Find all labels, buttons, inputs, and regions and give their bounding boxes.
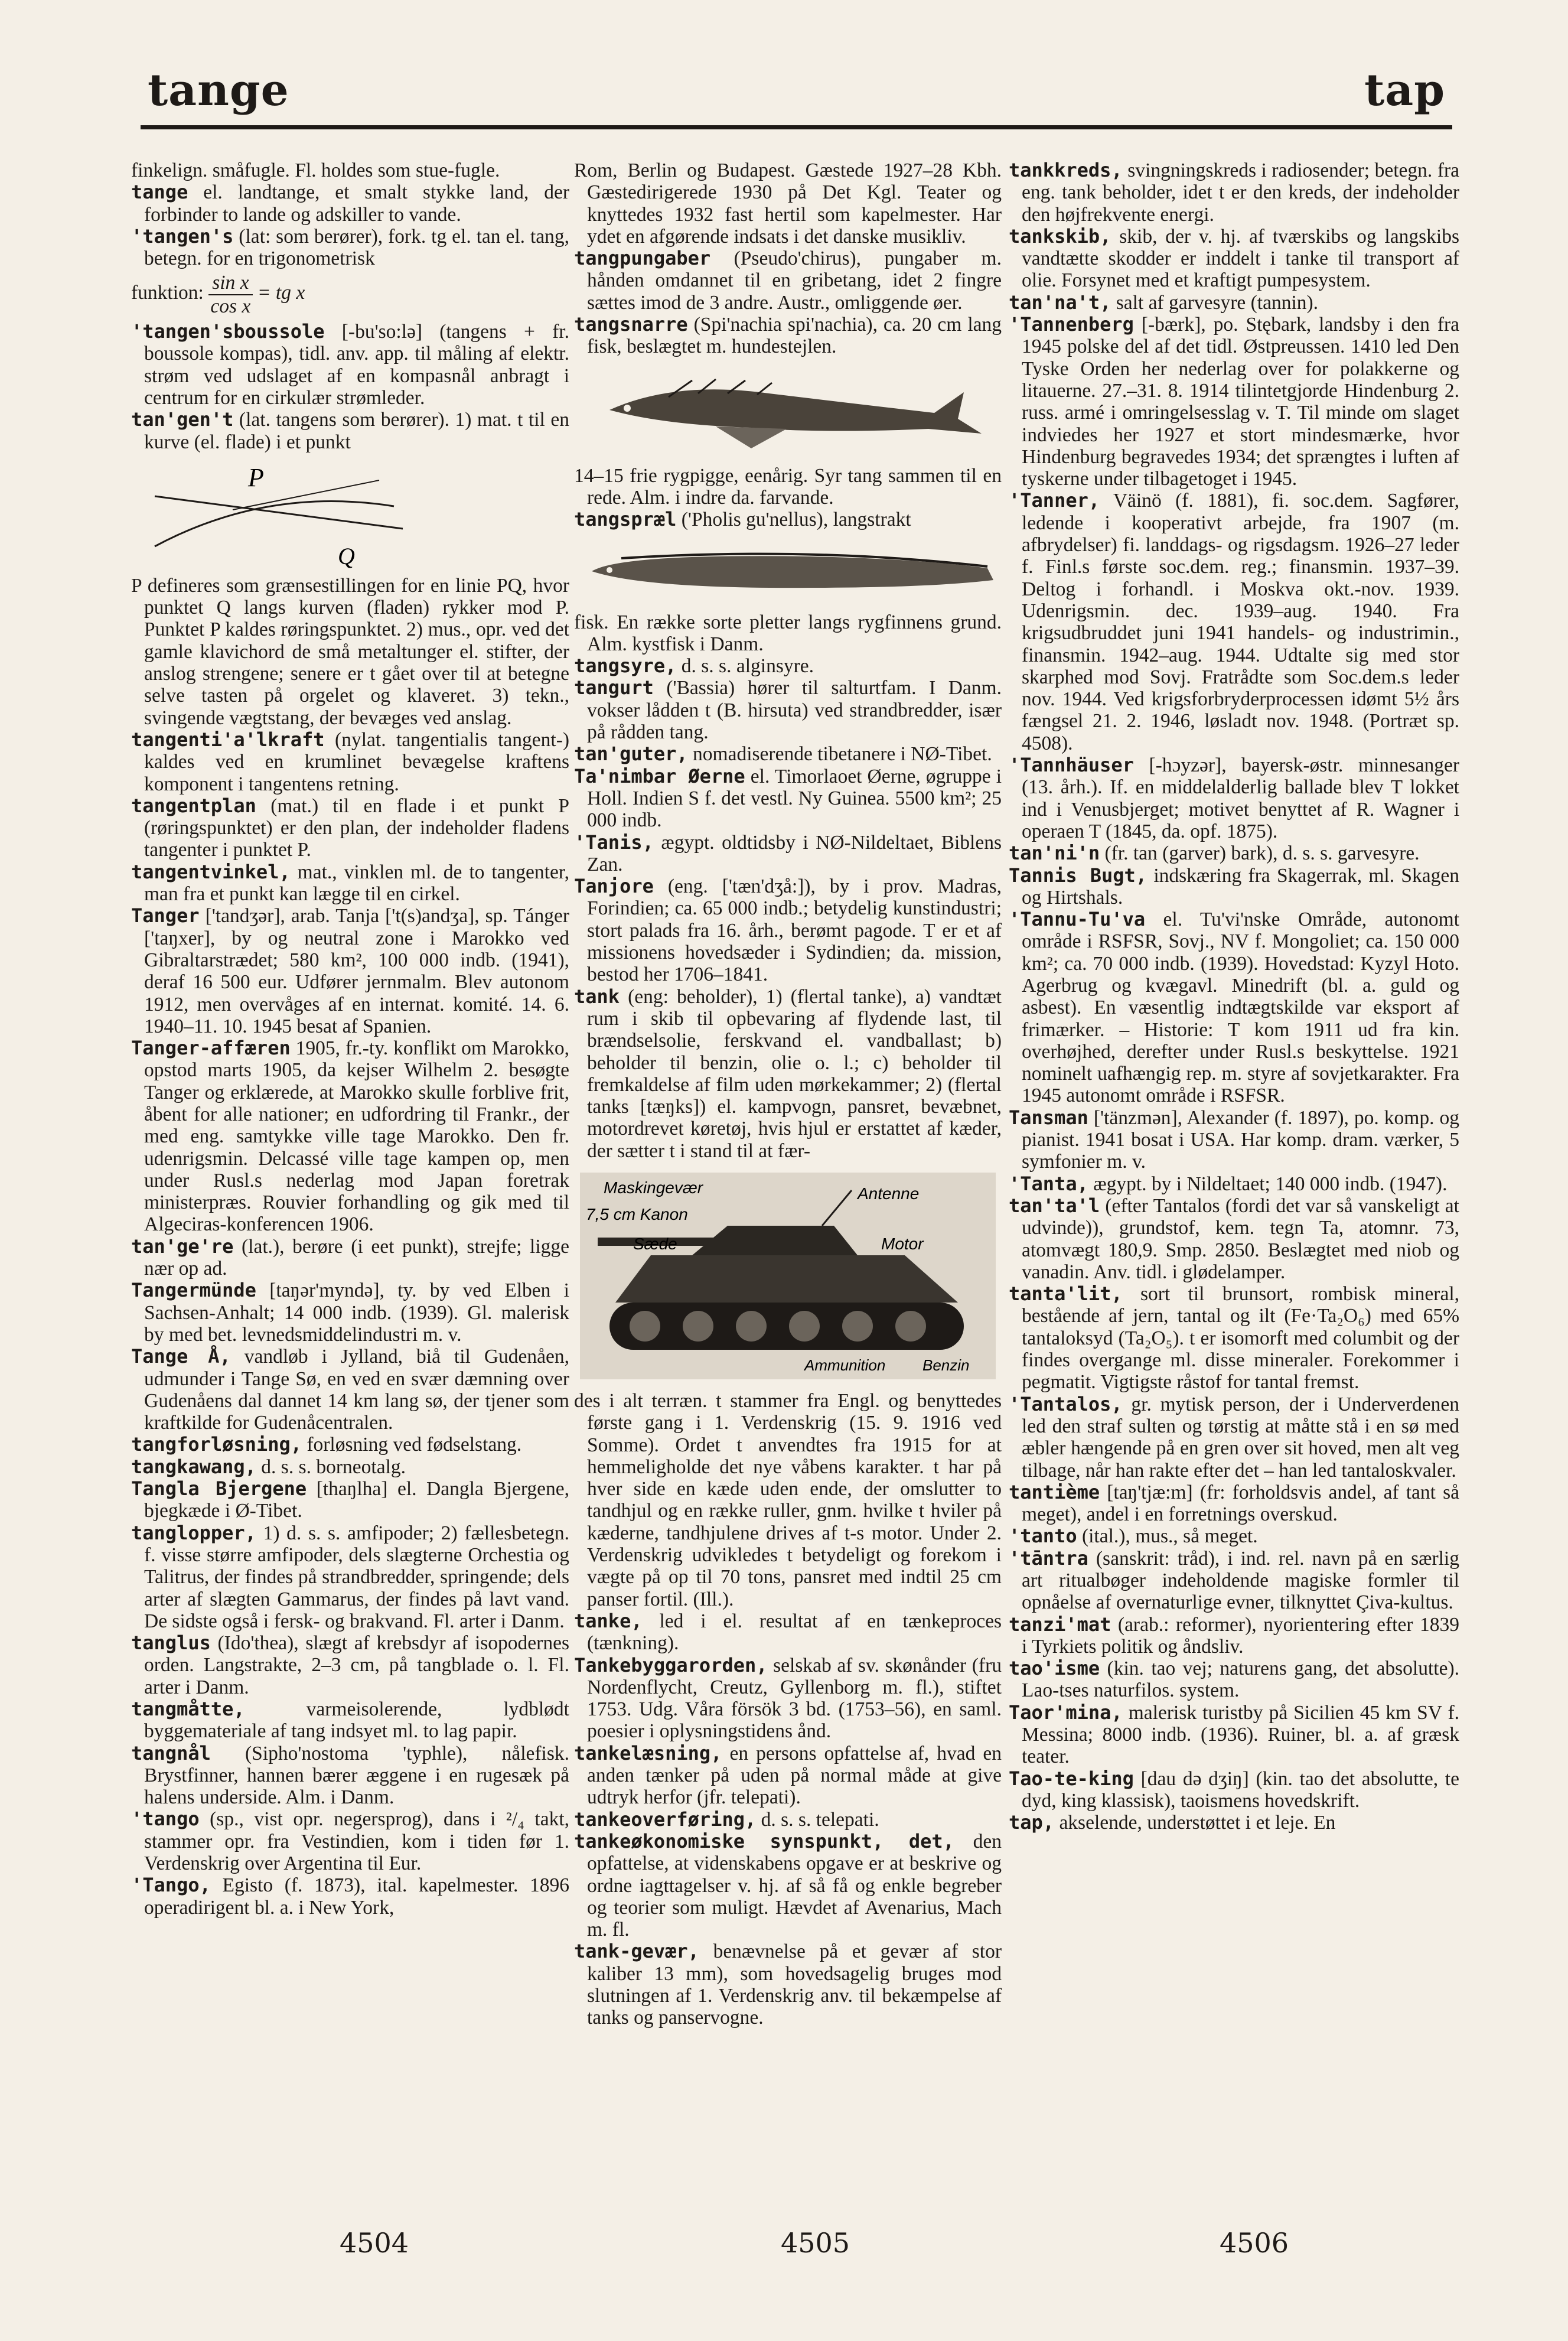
dictionary-entry xyxy=(1009,1525,1459,1547)
entry-text: ['tandʒər], arab. Tanja ['t(s)andʒa], sp. Tánger ['taŋxer], by og neutral zone i Marokko ved Gibraltarstrædet; 580 km², 100 000 indb. (1941), deraf 16 500 eur. Udfører jernmalm. Blev autonom 1912, men overvåges af en internat. komité. 14. 6. 1940–11. 10. 1945 besat af Spanien. xyxy=(144,905,569,1037)
dictionary-entry xyxy=(131,1037,569,1236)
entry-headword: 'Tanta, xyxy=(1009,1172,1088,1195)
formula-label: funktion: xyxy=(131,282,204,304)
entry-headword: tap, xyxy=(1009,1811,1055,1834)
dictionary-entry xyxy=(574,314,1002,358)
label-saede: Sæde xyxy=(633,1234,677,1253)
dictionary-entry xyxy=(131,321,569,409)
dictionary-entry xyxy=(1009,1393,1459,1482)
folio-middle: 4505 xyxy=(781,2227,850,2259)
label-benzin: Benzin xyxy=(922,1356,970,1374)
column-2 xyxy=(574,159,1002,2029)
entry-headword: Tangermünde xyxy=(131,1279,256,1302)
entry-headword: Tange Å, xyxy=(131,1345,231,1368)
dictionary-entry xyxy=(1009,754,1459,842)
entry-headword: tangmåtte, xyxy=(131,1698,245,1720)
entry-text: (Spi'nachia spi'nachia), ca. 20 cm lang fisk, beslægtet m. hundestejlen. xyxy=(587,314,1002,358)
dictionary-entry xyxy=(1009,1283,1459,1393)
dictionary-entry xyxy=(1009,490,1459,754)
trig-formula xyxy=(131,272,569,317)
entry-text: fisk. En række sorte pletter langs rygfinnens grund. Alm. kystfisk i Danm. xyxy=(574,611,1002,655)
entry-headword: Tangla Bjergene xyxy=(131,1477,307,1500)
tangsprael-fish-illustration xyxy=(574,536,1002,607)
entry-text: skib, der v. hj. af tværskibs og langskibs vandtætte skodder er inddelt i tanke til transport af olie. Forsynet med et kraftigt pumpesystem. xyxy=(1022,225,1459,292)
entry-text: 1905, fr.-ty. konflikt om Marokko, opstod marts 1905, da kejser Wilhelm 2. besøgte Tanger og erklærede, at Marokko skulle forblive frit, åbent for alle nationer; en udfordring til Frankr., der med eng. samtykke ville tage Marokko. Den fr. udenrigsmin. Delcassé ville tage kampen op, men under Rusl.s nederlag mod Japan foretrak ministerpræs. Rouvier forhandling og gik med til Algeciras-konferencen 1906. xyxy=(144,1037,569,1236)
dictionary-entry xyxy=(574,159,1002,248)
entry-headword: tan'ni'n xyxy=(1009,842,1100,865)
formula-rhs: = tg x xyxy=(257,282,305,304)
entry-text: (Sipho'nostoma 'typhle), nålefisk. Brystfinner, hannen bærer æggene i en rugesæk på halens underside. Alm. i Danm. xyxy=(144,1742,569,1809)
entry-text: (lat. tangens som berører). 1) mat. t til en kurve (el. flade) i et punkt xyxy=(144,409,569,453)
entry-headword: tantième xyxy=(1009,1480,1100,1503)
entry-text: gr. mytisk person, der i Underverdenen led den straf sulten og tørstig at måtte stå i en sø med æbler hængende på en gren over sit hoved, men alt veg tilbage, når han rakte efter det – han led tantaloskvaler. xyxy=(1022,1393,1459,1482)
col1-group-c xyxy=(131,575,569,1919)
entry-headword: Tankebyggarorden, xyxy=(574,1653,768,1676)
road-wheel xyxy=(683,1311,713,1342)
entry-text: indskæring fra Skagerrak, ml. Skagen og Hirtshals. xyxy=(1022,864,1459,909)
entry-text: (Ido'thea), slægt af krebsdyr af isopodernes orden. Langstrakte, 2–3 cm, på tangblade o. l. Fl. arter i Danm. xyxy=(144,1632,569,1698)
entry-text: benævnelse på et gevær af stor kaliber 13 mm), som hovedsagelig bruges mod slutningen af 1. Verdenskrig anv. til bekæmpelse af tanks og panservogne. xyxy=(587,1940,1002,2029)
entry-headword: 'tāntra xyxy=(1009,1546,1088,1570)
dictionary-entry xyxy=(574,1940,1002,2029)
road-wheel xyxy=(736,1311,767,1342)
entry-headword: tangentplan xyxy=(131,794,256,817)
entry-headword: tan'gen't xyxy=(131,408,234,431)
dictionary-entry xyxy=(574,611,1002,656)
dictionary-entry xyxy=(1009,1107,1459,1173)
entry-text: [taŋ'tjæ:m] (fr: forholdsvis andel, af tant så meget), andel i en forretnings overskud. xyxy=(1022,1481,1459,1526)
entry-text: malerisk turistby på Sicilien 45 km SV f. Messina; 8000 indb. (1936). Ruiner, bl. a. af græsk teater. xyxy=(1022,1701,1459,1768)
dictionary-entry xyxy=(1009,1614,1459,1658)
entry-headword: 'Tannu-Tu'va xyxy=(1009,908,1146,931)
entry-text: (arab.: reformer), nyorientering efter 1839 i Tyrkiets politik og åndsliv. xyxy=(1022,1613,1459,1658)
dictionary-entry xyxy=(131,409,569,453)
entry-text: (fr. tan (garver) bark), d. s. s. garvesyre. xyxy=(1100,842,1420,865)
entry-text: 14–15 frie rygpigge, eenårig. Syr tang sammen til en rede. Alm. i indre da. farvande. xyxy=(574,464,1002,509)
tangsnarre-fish-illustration xyxy=(574,363,1002,460)
dictionary-entry xyxy=(1009,865,1459,909)
entry-text: en persons opfattelse af, hvad en anden tænker på uden på normal måde at give udtryk herfor (jfr. telepati). xyxy=(587,1742,1002,1809)
entry-text: 1) d. s. s. amfipoder; 2) fællesbetegn. f. visse større amfipoder, dels slægterne Orchestia og Talitrus, der findes på strandbredder, springende; dels arter af slægten Gammarus, der findes på lavt vand. De sidste også i fersk- og brakvand. Fl. arter i Danm. xyxy=(144,1522,569,1632)
entry-text: ægypt. by i Nildeltaet; 140 000 indb. (1947). xyxy=(1088,1173,1448,1195)
entry-headword: tangkawang, xyxy=(131,1455,256,1478)
fish-body xyxy=(609,389,982,434)
dictionary-entry xyxy=(574,1390,1002,1610)
dictionary-entry xyxy=(131,1236,569,1280)
road-wheel xyxy=(630,1311,660,1342)
entry-headword: tankskib, xyxy=(1009,224,1111,248)
entry-headword: Tannis Bugt, xyxy=(1009,864,1148,887)
running-head-left: tange xyxy=(148,65,289,116)
entry-text: P defineres som grænsestillingen for en linie PQ, hvor punktet Q langs kurven (fladen) rykker mod P. Punktet P kaldes røringspunktet. 2) mus., opr. ved det gamle klavichord de små metaltunger el. stifter, der anslog strengene; senere er t gået over til at betegne selve tasten på orgelet og klaveret. 3) tekn., svingende vægtstang, der bevæges ved anslag. xyxy=(131,574,569,729)
road-wheel xyxy=(895,1311,926,1342)
road-wheel xyxy=(842,1311,873,1342)
eel-eye xyxy=(607,567,612,573)
dictionary-entry xyxy=(574,465,1002,509)
dictionary-entry xyxy=(1009,314,1459,490)
dictionary-entry xyxy=(131,861,569,906)
dictionary-entry xyxy=(574,986,1002,1162)
col1-group-b xyxy=(131,321,569,453)
folio-right: 4506 xyxy=(1220,2227,1289,2259)
entry-text: el. landtange, et smalt stykke land, der forbinder to lande og adskiller to vande. xyxy=(144,181,569,226)
entry-headword: Tao-te-king xyxy=(1009,1767,1134,1790)
dictionary-entry xyxy=(131,1279,569,1346)
label-antenne: Antenne xyxy=(858,1184,920,1203)
entry-headword: tangnål xyxy=(131,1741,211,1764)
entry-headword: tankeoverføring, xyxy=(574,1808,757,1831)
column-1 xyxy=(131,159,569,1919)
tangent-diagram xyxy=(131,458,426,570)
running-head-right: tap xyxy=(1364,65,1445,116)
entry-text: forløsning ved fødselstang. xyxy=(301,1434,522,1456)
dictionary-entry xyxy=(131,1808,569,1874)
dictionary-entry xyxy=(131,795,569,861)
tank-hull xyxy=(615,1255,958,1303)
entry-headword: tangspræl xyxy=(574,508,677,531)
entry-text: led i el. resultat af en tænkeproces (tænkning). xyxy=(587,1610,1002,1655)
entry-headword: tankelæsning, xyxy=(574,1741,722,1764)
entry-text: [-bu'so:lə] (tangens + fr. boussole kompas), tidl. anv. app. til måling af elektr. strøm ved udslaget af en kompasnål anbragt i centrum for en cirkulær strømleder. xyxy=(144,321,569,409)
label-kanon: 7,5 cm Kanon xyxy=(586,1204,688,1223)
entry-headword: 'Tannhäuser xyxy=(1009,754,1134,777)
entry-headword: tan'ta'l xyxy=(1009,1194,1100,1217)
entry-text: vandløb i Jylland, biå til Gudenåen, udmunder i Tange Sø, en ved en svær dæmning over Gudenåens dal dannet 14 km lang sø, der tjener som kraftkilde for Gudenåcentralen. xyxy=(144,1346,570,1434)
entry-headword: 'Tannenberg xyxy=(1009,313,1134,336)
dictionary-entry xyxy=(1009,1658,1459,1702)
entry-text: ['tänzmən], Alexander (f. 1897), po. komp. og pianist. 1941 bosat i USA. Har komp. dram. værker, 5 symfonier m. v. xyxy=(1022,1106,1459,1173)
entry-headword: tangentvinkel, xyxy=(131,860,291,883)
entry-text: finkelign. småfugle. Fl. holdes som stue-fugle. xyxy=(131,159,500,181)
entry-headword: 'Tango, xyxy=(131,1874,211,1897)
entry-headword: 'Tanner, xyxy=(1009,489,1100,512)
dictionary-entry xyxy=(574,1610,1002,1655)
dictionary-entry xyxy=(1009,226,1459,292)
entry-text: Rom, Berlin og Budapest. Gæstede 1927–28 Kbh. Gæstedirigerede 1930 på Det Kgl. Teater og knyttedes 1932 fast hertil som kapelmester. Har ydet en afgørende indsats i det danske musikliv. xyxy=(574,159,1002,248)
entry-headword: tanzi'mat xyxy=(1009,1613,1111,1636)
dictionary-entry xyxy=(131,1698,569,1743)
entry-headword: tanke, xyxy=(574,1609,643,1632)
column-3 xyxy=(1009,159,1459,1834)
dictionary-entry xyxy=(574,875,1002,985)
entry-text: salt af garvesyre (tannin). xyxy=(1111,291,1319,314)
entry-text: (Pseudo'chirus), pungaber m. hånden omdannet til en gribetang, idet 2 fingre sættes imod de 3 andre. Austr., omliggende øer. xyxy=(587,248,1002,314)
dictionary-entry xyxy=(131,226,569,270)
formula-numerator: sin x xyxy=(208,272,252,295)
dictionary-entry xyxy=(574,248,1002,314)
dictionary-entry xyxy=(1009,1768,1459,1812)
entry-text: (kin. tao vej; naturens gang, det absolutte). Lao-tses naturfilos. system. xyxy=(1022,1658,1459,1702)
entry-text: den opfattelse, at videnskabens opgave er at beskrive og ordne iagttagelser v. hj. af så få og enkle begreber og teorier som muligt. Hævdet af Avenarius, Mach m. fl. xyxy=(587,1830,1002,1941)
entry-headword: tangpungaber xyxy=(574,247,711,270)
dictionary-entry xyxy=(574,1809,1002,1831)
entry-text: ægypt. oldtidsby i NØ-Nildeltaet, Biblens Zan. xyxy=(587,831,1002,875)
entry-headword: tangsnarre xyxy=(574,313,688,336)
dictionary-entry xyxy=(1009,1195,1459,1283)
entry-headword: tange xyxy=(131,181,188,204)
entry-headword: 'tanto xyxy=(1009,1525,1077,1548)
entry-headword: tanglopper, xyxy=(131,1521,256,1544)
dictionary-entry xyxy=(574,1655,1002,1743)
entry-text: des i alt terræn. t stammer fra Engl. og benyttedes første gang i 1. Verdenskrig (15. 9. 1916 ved Somme). Ordet t anvendtes fra 1915 for at hemmeligholde det nye våbens karakter. t har på hver side en kæde uden ende, der omslutter to tandhjul og en række ruller, gnm. hvilke t hviler på kæderne, tandhjulene drives af t-s motor. Under 2. Verdenskrig udvikledes t betydeligt og forekom i vægte på op til 70 tons, pansret med indtil 25 cm panser fortil. (Ill.). xyxy=(574,1389,1002,1610)
fish-fin xyxy=(716,426,787,448)
formula-fraction xyxy=(208,272,252,317)
entry-text: akselende, understøttet i et leje. En xyxy=(1054,1812,1336,1834)
entry-headword: tangsyre, xyxy=(574,655,677,678)
dictionary-entry xyxy=(1009,1702,1459,1768)
entry-text: [taŋər'myndə], ty. by ved Elben i Sachsen-Anhalt; 14 000 indb. (1939). Gl. malerisk by med bet. levnedsmiddelindustri m. v. xyxy=(144,1279,569,1346)
col2-group-c xyxy=(574,611,1002,1162)
label-ammunition: Ammunition xyxy=(804,1356,886,1374)
entry-headword: tao'isme xyxy=(1009,1657,1100,1680)
dictionary-entry xyxy=(131,1874,569,1919)
dictionary-entry xyxy=(1009,1482,1459,1526)
entry-headword: 'Tanis, xyxy=(574,831,654,854)
entry-text: varmeisolerende, lydblødt byggemateriale af tang indsyet ml. to lag papir. xyxy=(144,1698,569,1743)
entry-text: d. s. s. telepati. xyxy=(756,1808,879,1831)
entry-text: d. s. s. borneotalg. xyxy=(256,1456,406,1478)
entry-headword: Tanger xyxy=(131,904,200,927)
entry-text: (lat: som berører), fork. tg el. tan el. tang, betegn. for en trigonometrisk xyxy=(144,225,569,270)
dictionary-entry xyxy=(131,1434,569,1456)
entry-text: selskab af sv. skønånder (fru Nordenflycht, Creutz, Gyllenborg m. fl.), stiftet 1753. Udg. Våra försök 3 bd. (1753–56), en saml. poesier i oplysningstidens ånd. xyxy=(587,1654,1002,1743)
entry-text: d. s. s. alginsyre. xyxy=(676,655,814,678)
header-rule xyxy=(141,125,1452,129)
dictionary-entry xyxy=(1009,1548,1459,1614)
dictionary-entry xyxy=(574,743,1002,765)
entry-headword: tankkreds, xyxy=(1009,159,1123,181)
dictionary-entry xyxy=(1009,159,1459,226)
entry-text: nomadiserende tibetanere i NØ-Tibet. xyxy=(687,743,992,766)
col2-group-d xyxy=(574,1390,1002,2029)
entry-headword: tan'guter, xyxy=(574,743,688,766)
dictionary-entry xyxy=(574,832,1002,876)
dictionary-entry xyxy=(131,1743,569,1809)
entry-text: [thaŋlha] el. Dangla Bjergene, bjegkæde i Ø-Tibet. xyxy=(144,1478,570,1522)
entry-headword: Tanger-affæren xyxy=(131,1037,291,1060)
entry-headword: Tanjore xyxy=(574,875,654,898)
dictionary-entry xyxy=(1009,842,1459,864)
entry-headword: tangurt xyxy=(574,676,654,699)
col2-group-a xyxy=(574,159,1002,358)
dictionary-entry xyxy=(574,677,1002,743)
dictionary-entry xyxy=(131,1522,569,1632)
entry-text: (nylat. tangentialis tangent-) kaldes ved en krumlinet bevægelse kraftens komponent i tangentens retning. xyxy=(144,728,569,795)
dictionary-entry xyxy=(131,1632,569,1698)
entry-headword: tank-gevær, xyxy=(574,1940,699,1963)
entry-headword: tan'na't, xyxy=(1009,291,1111,314)
curve-line xyxy=(155,501,394,546)
formula-denominator: cos x xyxy=(210,295,251,317)
entry-headword: tankeøkonomiske synspunkt, det, xyxy=(574,1829,954,1852)
entry-text: ('Pholis gu'nellus), langstrakt xyxy=(676,509,911,531)
dictionary-entry xyxy=(1009,1812,1459,1834)
entry-text: (sp., vist opr. negersprog), dans i ²/₄ takt, stammer opr. fra Vestindien, kom i tiden før 1. Verdenskrig over Argentina til Eur. xyxy=(144,1808,569,1875)
entry-headword: tank xyxy=(574,985,620,1008)
entry-headword: Tansman xyxy=(1009,1106,1088,1129)
col3-group-a xyxy=(1009,159,1459,1834)
entry-headword: 'tango xyxy=(131,1808,200,1831)
entry-text: (lat.), berøre (i eet punkt), strejfe; ligge nær op ad. xyxy=(144,1235,569,1280)
folio-left: 4504 xyxy=(340,2227,409,2259)
dictionary-entry xyxy=(131,181,569,226)
entry-text: el. Tu'vi'nske Område, autonomt område i RSFSR, Sovj., NV f. Mongoliet; ca. 150 000 km²; ca. 70 000 indb. (1939). Hovedstad: Kyzyl Hoto. Agerbrug og kvægavl. Minedrift (bl. a. guld og asbest). En væsentlig indtægtskilde var eksport af frimærker. – Historie: T kom 1911 ud fra kin. overhøjhed, derefter under Rusl.s beskyttelse. 1921 nominelt uafhængig rep. m. styre af sovjetkarakter. Fra 1945 autonomt område i RSFSR. xyxy=(1022,909,1459,1107)
entry-text: (eng: beholder), 1) (flertal tanke), a) vandtæt rum i skib til opbevaring af flydende last, til brændselsolie, ferskvand el. vandballast; b) beholder til benzin, olie o. l.; c) beholder til fremkaldelse af film uden mørkekammer; 2) (flertal tanks [tæŋks]) el. kampvogn, pansret, bevæbnet, motordrevet køretøj, hvis hjul er erstattet af kæder, der sætter t i stand til at fær- xyxy=(587,985,1002,1162)
label-maskingevaer: Maskingevær xyxy=(604,1178,703,1197)
dictionary-entry xyxy=(131,905,569,1037)
entry-headword: Ta'nimbar Øerne xyxy=(574,764,745,787)
dictionary-entry xyxy=(131,159,569,181)
dictionary-entry xyxy=(574,509,1002,530)
fish-eye xyxy=(624,405,631,412)
col1-group-a xyxy=(131,159,569,269)
dictionary-entry xyxy=(1009,292,1459,314)
dictionary-entry xyxy=(131,1456,569,1478)
entry-headword: Taor'mina, xyxy=(1009,1701,1123,1724)
dictionary-entry xyxy=(574,655,1002,677)
dictionary-entry xyxy=(1009,909,1459,1107)
road-wheel xyxy=(789,1311,820,1342)
dictionary-entry xyxy=(574,1831,1002,1940)
entry-text: [-hɔyzər], bayersk-østr. minnesanger (13. årh.). If. en middelalderlig ballade blev T lokket ind i Venusbjerget; motivet benyttet af R. Wagner i operaen T (1845, da. opf. 1875). xyxy=(1022,754,1459,842)
dictionary-entry xyxy=(131,1478,569,1522)
entry-text: (efter Tantalos (fordi det var så vanskeligt at udvinde)), grundstof, kem. tegn Ta, atomnr. 73, atomvægt 180,9. Smp. 2850. Beslægtet med niob og vanadin. Anv. tidl. i glødelamper. xyxy=(1022,1194,1459,1283)
label-p: P xyxy=(248,463,264,492)
entry-headword: tangenti'a'lkraft xyxy=(131,728,325,751)
entry-text: svingningskreds i radiosender; betegn. fra eng. tank beholder, idet t er den kreds, der indeholder den højfrekvente energi. xyxy=(1022,159,1459,226)
entry-headword: 'Tantalos, xyxy=(1009,1392,1123,1415)
entry-text: sort til brunsort, rombisk mineral, bestående af jern, tantal og ilt (Fe·Ta₂O₆) med 65% tantaloksyd (Ta₂O₅). t er isomorft med columbit og der findes overgange ml. disse mineraler. Forekommer i pegmatit. Vigtigste råstof for tantal fremst. xyxy=(1022,1283,1459,1393)
entry-text: Väinö (f. 1881), fi. soc.dem. Sagfører, ledende i kooperativt arbejde, fra 1907 (m. afbrydelser) fi. landdags- og rigsdagsm. 1926–27 leder f. Finl.s første soc.dem. reg.; finansmin. 1937–39. Deltog i forhandl. i Moskva okt.-nov. 1939. Udenrigsmin. dec. 1939–aug. 1940. Fra krigsudbruddet juni 1941 handels- og industrimin., finansmin. 1942–aug. 1944. Udtalte sig med stor skarphed mod Sovj. Fratrådte som Soc.dem.s leder nov. 1944. Ved krigsforbryderprocessen idømt 5½ års fængsel 21. 2. 1946, løsladt nov. 1948. (Portræt sp. 4508). xyxy=(1022,490,1459,754)
entry-headword: tanta'lit, xyxy=(1009,1282,1123,1305)
entry-text: (eng. ['tæn'dʒå:]), by i prov. Madras, Forindien; ca. 65 000 indb.; betydelig kunstindustri; stort palads fra 16. årh., berømt pagode. T er et af missionens hovedsæder i Sydindien; da. mission, bestod her 1706–1841. xyxy=(587,875,1002,986)
entry-text: [dau də dʒiŋ] (kin. tao det absolutte, te dyd, king klassisk), taoismens hovedskrift. xyxy=(1022,1767,1459,1812)
entry-headword: 'tangen's xyxy=(131,224,234,248)
entry-headword: tan'ge're xyxy=(131,1235,234,1258)
dictionary-entry xyxy=(1009,1173,1459,1195)
label-motor: Motor xyxy=(881,1234,924,1253)
entry-text: (ital.), mus., så meget. xyxy=(1077,1525,1258,1548)
entry-headword: 'tangen'sboussole xyxy=(131,320,325,343)
tank-illustration xyxy=(574,1167,1002,1385)
entry-text: el. Timorlaoet Øerne, øgruppe i Holl. Indien S f. det vestl. Ny Guinea. 5500 km²; 25 000 indb. xyxy=(587,765,1002,832)
dictionary-entry xyxy=(131,1346,569,1434)
entry-text: (sanskrit: tråd), i ind. rel. navn på en særlig art ritualbøger indeholdende magiske formler til opnåelse af overnaturlige evner, tilknyttet Çiva-kultus. xyxy=(1022,1547,1459,1614)
label-q: Q xyxy=(338,542,355,569)
entry-headword: tanglus xyxy=(131,1632,211,1655)
entry-text: mat., vinklen ml. de to tangenter, man fra et punkt kan lægge til en cirkel. xyxy=(144,861,569,906)
col2-group-b xyxy=(574,465,1002,531)
entry-headword: tangforløsning, xyxy=(131,1433,302,1456)
entry-text: Egisto (f. 1873), ital. kapelmester. 1896 operadirigent bl. a. i New York, xyxy=(144,1874,569,1919)
dictionary-entry xyxy=(131,575,569,729)
dictionary-entry xyxy=(131,729,569,795)
entry-text: (mat.) til en flade i et punkt P (røringspunktet) er den plan, der indeholder fladens tangenter i punktet P. xyxy=(144,795,569,861)
dictionary-entry xyxy=(574,766,1002,832)
entry-text: [-bærk], po. Stębark, landsby i den fra 1945 polske del af det tidl. Østpreussen. 1410 led Den Tyske Orden her nederlag over for polakkerne og litauerne. 27.–31. 8. 1914 tilintetgjorde Hindenburg 2. russ. armé i omringelsesslag v. T. Til minde om slaget indviedes her 1927 et stort mindesmærke, hvor Hindenburg begravedes 1934; det sprængtes i luften af tyskerne under tilbagetoget i 1945. xyxy=(1022,314,1459,490)
entry-text: ('Bassia) hører til salturtfam. I Danm. vokser lådden t (B. hirsuta) ved strandbredder, især på rådden tang. xyxy=(587,677,1002,744)
dictionary-entry xyxy=(574,1743,1002,1809)
